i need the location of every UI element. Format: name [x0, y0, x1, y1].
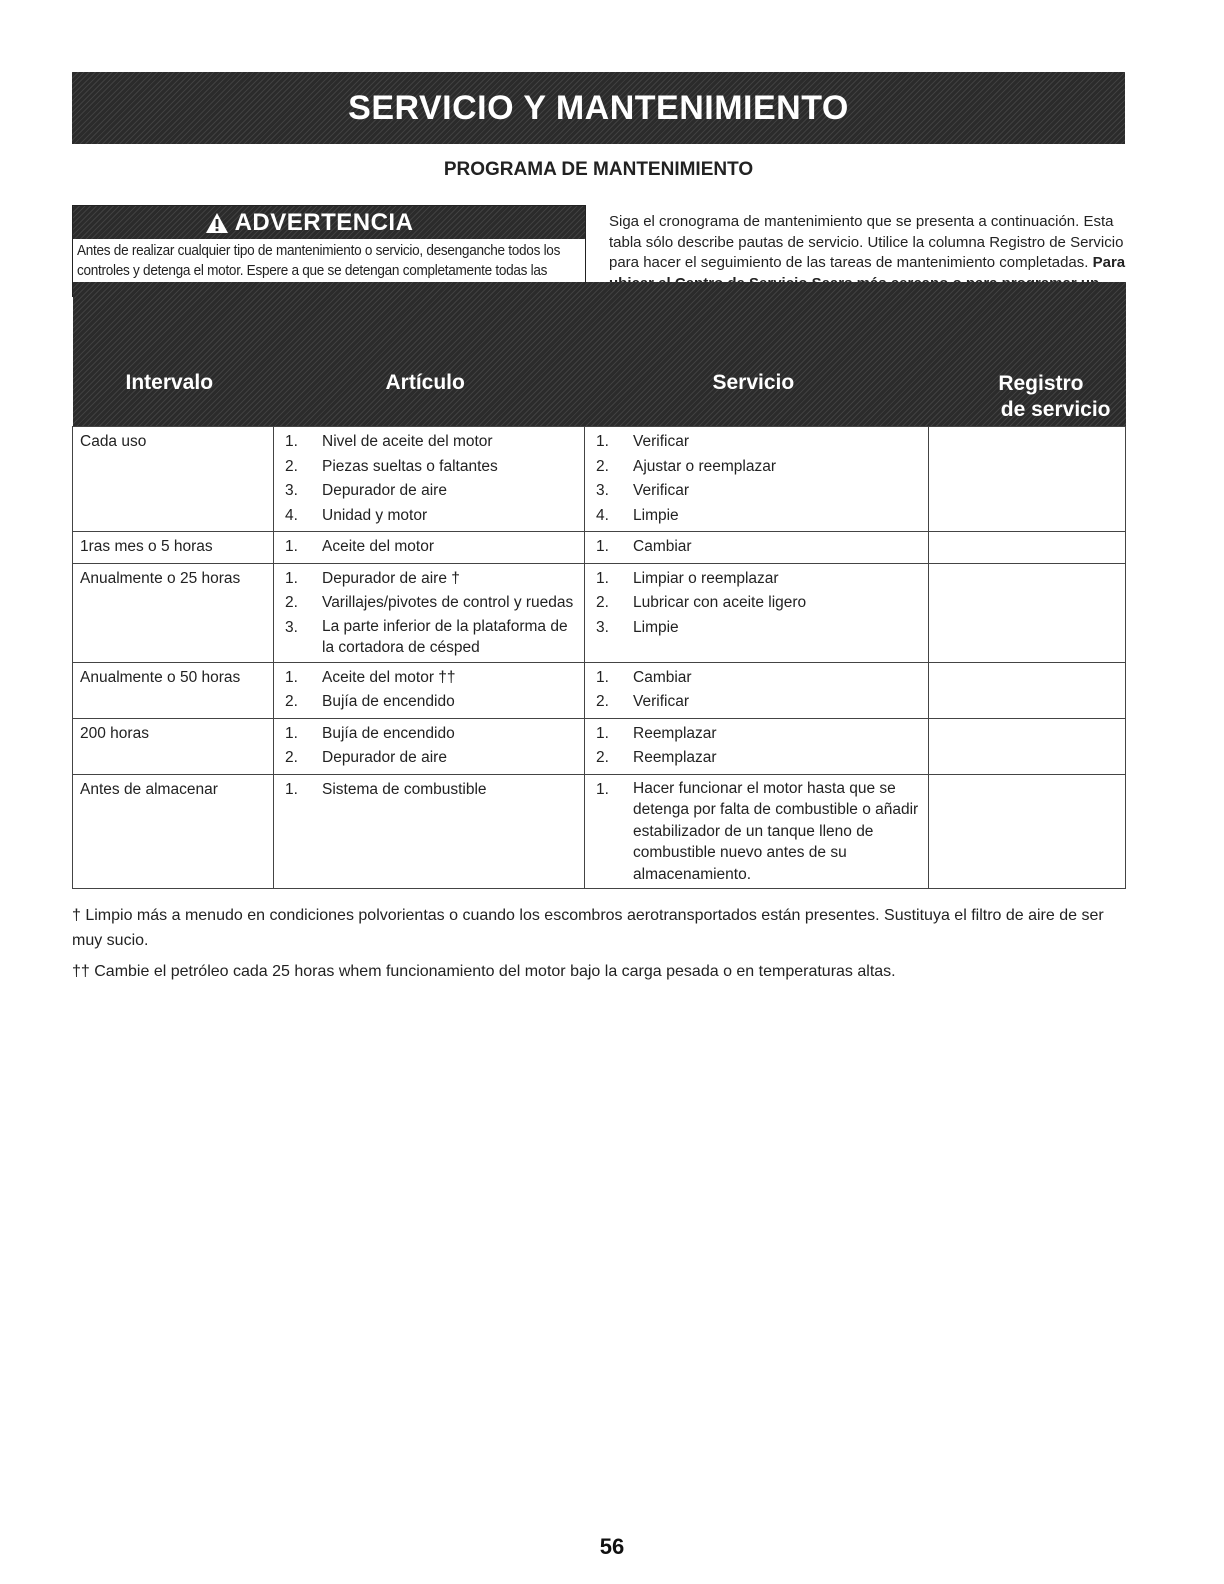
interval-cell: Cada uso: [73, 427, 274, 532]
table-row: [73, 662, 1126, 718]
list-number: 1.: [596, 538, 609, 555]
warning-header: [73, 206, 585, 239]
intro-text: Siga el cronograma de mantenimiento que se presenta a continuación. Esta tabla sólo describe pautas de servicio. Utilice la columna Registro de Servicio para hacer el seguimiento de las tareas de mantenimiento completadas.: [609, 213, 1124, 271]
banner-title: SERVICIO Y MANTENIMIENTO: [348, 88, 849, 127]
list-text: Verificar: [633, 482, 689, 499]
service-cell: [585, 718, 929, 774]
list-item: [592, 535, 921, 560]
list-number: 1.: [285, 569, 298, 587]
page-number: 56: [599, 1534, 625, 1559]
list-text: Lubricar con aceite ligero: [633, 594, 807, 611]
list-number: 2.: [596, 594, 609, 611]
list-item: [592, 430, 921, 455]
item-cell: [274, 662, 585, 718]
section-banner: [72, 72, 1125, 144]
header-servicio: Servicio: [712, 371, 795, 394]
list-item: [592, 591, 921, 616]
list-text: Sistema de combustible: [322, 780, 487, 798]
list-text: Limpie: [633, 618, 679, 636]
list-text: Aceite del motor ††: [322, 668, 456, 686]
item-cell: [274, 774, 585, 889]
page-title: PROGRAMA DE MANTENIMIENTO: [443, 159, 754, 180]
list-item: [281, 666, 577, 691]
item-cell: [274, 532, 585, 564]
list-item: [281, 616, 577, 659]
service-cell: [585, 427, 929, 532]
list-text: Cambiar: [633, 538, 692, 555]
list-item: [281, 690, 577, 715]
service-record-cell[interactable]: [929, 774, 1126, 889]
list-item: [592, 746, 921, 771]
warning-title: ADVERTENCIA: [234, 208, 414, 236]
maintenance-schedule-table: [72, 282, 1126, 889]
header-intervalo: Intervalo: [125, 371, 214, 394]
service-cell: [585, 662, 929, 718]
list-item: [592, 666, 921, 691]
table-row: [73, 563, 1126, 662]
header-registro-line1: Registro: [998, 372, 1084, 395]
list-number: 2.: [285, 457, 298, 475]
item-cell: [274, 427, 585, 532]
list-number: 1.: [285, 433, 298, 450]
header-registro: [929, 282, 1126, 427]
table-row: [73, 718, 1126, 774]
list-number: 1.: [596, 569, 609, 587]
interval-cell: 1ras mes o 5 horas: [73, 532, 274, 564]
list-number: 1.: [596, 433, 609, 450]
list-number: 1.: [285, 780, 298, 798]
list-text: Bujía de encendido: [322, 724, 455, 742]
table-header-row: [73, 282, 1126, 427]
list-item: [281, 479, 577, 504]
list-text: Depurador de aire †: [322, 569, 460, 587]
warning-triangle-icon: [205, 212, 229, 234]
list-text: Aceite del motor: [322, 538, 434, 555]
list-number: 2.: [596, 749, 609, 766]
list-item: [281, 535, 577, 560]
list-number: 1.: [285, 538, 298, 555]
list-item: [592, 722, 921, 747]
list-number: 1.: [596, 724, 609, 742]
service-cell: [585, 774, 929, 889]
list-number: 4.: [596, 506, 609, 524]
list-number: 1.: [596, 668, 609, 686]
list-text: Piezas sueltas o faltantes: [322, 457, 498, 475]
service-record-cell[interactable]: [929, 718, 1126, 774]
list-text: La parte inferior de la plataforma de la cortadora de césped: [322, 617, 568, 656]
list-number: 1.: [285, 668, 298, 686]
footnote-1: † Limpio más a menudo en condiciones polvorientas o cuando los escombros aerotransportados están presentes. Sustituya el filtro de aire de ser muy sucio.: [72, 907, 1104, 949]
list-item: [281, 591, 577, 616]
table-row: [73, 532, 1126, 564]
item-cell: [274, 718, 585, 774]
service-record-cell[interactable]: [929, 563, 1126, 662]
list-number: 3.: [596, 482, 609, 499]
list-text: Verificar: [633, 433, 689, 450]
service-record-cell[interactable]: [929, 427, 1126, 532]
list-item: [592, 616, 921, 641]
list-number: 2.: [596, 693, 609, 710]
table-row: [73, 774, 1126, 889]
header-registro-line2: de servicio: [1000, 398, 1111, 421]
list-number: 4.: [285, 506, 298, 524]
list-text: Limpie: [633, 506, 679, 524]
service-cell: [585, 563, 929, 662]
list-item: [281, 455, 577, 480]
service-record-cell[interactable]: [929, 662, 1126, 718]
interval-cell: 200 horas: [73, 718, 274, 774]
list-number: 3.: [596, 618, 609, 636]
footnotes: [72, 903, 1117, 990]
list-text: Depurador de aire: [322, 749, 447, 766]
list-item: [281, 722, 577, 747]
list-text: Depurador de aire: [322, 482, 447, 499]
item-cell: [274, 563, 585, 662]
list-number: 1.: [285, 724, 298, 742]
list-item: [592, 690, 921, 715]
interval-cell: Anualmente o 25 horas: [73, 563, 274, 662]
list-text: Reemplazar: [633, 749, 717, 766]
warning-text: Antes de realizar cualquier tipo de mantenimiento o servicio, desenganche todos los controles y detenga el motor. Espere a que se detengan completamente todas las piezas móviles. Desconecte el cable de la bujía y póngalo haciendo masa contra el motor para evitar que se encienda accidentalmente.: [77, 243, 561, 319]
list-text: Limpiar o reemplazar: [633, 569, 779, 587]
header-articulo: Artículo: [385, 371, 465, 394]
list-text: Cambiar: [633, 668, 692, 686]
list-item: [592, 567, 921, 592]
interval-cell: Anualmente o 50 horas: [73, 662, 274, 718]
list-text: Ajustar o reemplazar: [633, 457, 777, 475]
list-number: 2.: [285, 749, 298, 766]
list-item: [281, 504, 577, 529]
list-item: [592, 455, 921, 480]
list-item: [281, 746, 577, 771]
list-text: Varillajes/pivotes de control y ruedas: [322, 594, 574, 611]
list-text: Hacer funcionar el motor hasta que se detenga por falta de combustible o añadir estabilizador de un tanque lleno de combustible nuevo antes de su almacenamiento.: [633, 779, 919, 883]
footnote-2: †† Cambie el petróleo cada 25 horas whem funcionamiento del motor bajo la carga pesada o en temperaturas altas.: [72, 963, 896, 980]
list-item: [592, 479, 921, 504]
list-item: [281, 567, 577, 592]
list-text: Verificar: [633, 693, 689, 710]
intro-contact-text: Para ubicar el Centro de Servicio Sears más cercano o para programar un servicio, simplemente comuníquese con Sears al teléfono 1-800-4-MY-HOME®.: [609, 254, 1126, 333]
list-item: [281, 778, 577, 803]
list-number: 3.: [285, 618, 298, 636]
list-text: Nivel de aceite del motor: [322, 433, 493, 450]
service-record-cell[interactable]: [929, 532, 1126, 564]
list-item: [592, 778, 921, 886]
list-number: 1.: [596, 780, 609, 798]
list-text: Bujía de encendido: [322, 693, 455, 710]
service-cell: [585, 532, 929, 564]
list-item: [281, 430, 577, 455]
list-text: Reemplazar: [633, 724, 717, 742]
interval-cell: Antes de almacenar: [73, 774, 274, 889]
list-number: 3.: [285, 482, 298, 499]
list-number: 2.: [285, 693, 298, 710]
list-text: Unidad y motor: [322, 506, 428, 524]
list-number: 2.: [596, 457, 609, 475]
table-row: [73, 427, 1126, 532]
list-item: [592, 504, 921, 529]
list-number: 2.: [285, 594, 298, 611]
